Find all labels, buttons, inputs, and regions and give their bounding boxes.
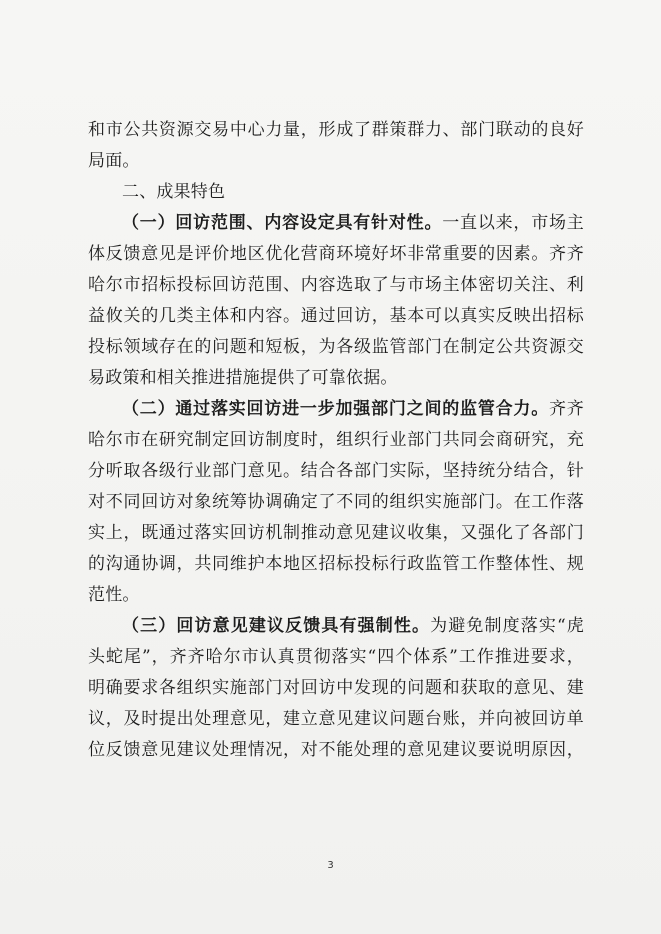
paragraph-1-first-line-rest: 一直以来，市场主 [442,213,584,233]
paragraph-1-line: 益攸关的几类主体和内容。通过回访，基本可以真实反映出招标 [88,306,584,326]
paragraph-2-line: 对不同回访对象统筹协调确定了不同的组织实施部门。在工作落 [88,492,584,512]
paragraph-1-line: 投标领域存在的问题和短板，为各级监管部门在制定公共资源交 [88,337,584,357]
section-heading: 二、成果特色 [122,182,226,202]
paragraph-2-line: 的沟通协调，共同维护本地区招标投标行政监管工作整体性、规 [88,554,584,574]
paragraph-2-line: 范性。 [88,585,140,605]
paragraph-3-line: 议，及时提出处理意见，建立意见建议问题台账，并向被回访单 [88,709,584,729]
paragraph-1-first-line [88,208,584,239]
paragraph-3-line: 位反馈意见建议处理情况，对不能处理的意见建议要说明原因， [88,740,584,760]
paragraph-3-first-line [88,611,584,642]
paragraph-1-line: 体反馈意见是评价地区优化营商环境好坏非常重要的因素。齐齐 [88,244,584,264]
paragraph-1-subheading: （一）回访范围、内容设定具有针对性。 [122,213,443,233]
paragraph-2-subheading: （二）通过落实回访进一步加强部门之间的监管合力。 [122,399,549,419]
paragraph-3-line: 明确要求各组织实施部门对回访中发现的问题和获取的意见、建 [88,678,584,698]
paragraph-2-first-line-rest: 齐齐 [549,399,584,419]
paragraph-2-first-line [88,394,584,425]
paragraph-3-first-line-rest: 为避免制度落实“虎 [430,616,584,636]
paragraph-2-line: 分听取各级行业部门意见。结合各部门实际，坚持统分结合，针 [88,461,584,481]
continuation-line-1: 和市公共资源交易中心力量，形成了群策群力、部门联动的良好 [88,120,584,140]
paragraph-3-subheading: （三）回访意见建议反馈具有强制性。 [122,616,431,636]
continuation-line-2: 局面。 [88,151,140,171]
paragraph-2-line: 哈尔市在研究制定回访制度时，组织行业部门共同会商研究，充 [88,430,584,450]
paragraph-2-line: 实上，既通过落实回访机制推动意见建议收集，又强化了各部门 [88,523,584,543]
page-number: 3 [327,860,334,871]
paragraph-3-line: 头蛇尾”，齐齐哈尔市认真贯彻落实“四个体系”工作推进要求， [88,647,584,667]
paragraph-1-line: 易政策和相关推进措施提供了可靠依据。 [88,368,398,388]
body-text [88,115,584,766]
paragraph-1-line: 哈尔市招标投标回访范围、内容选取了与市场主体密切关注、利 [88,275,584,295]
